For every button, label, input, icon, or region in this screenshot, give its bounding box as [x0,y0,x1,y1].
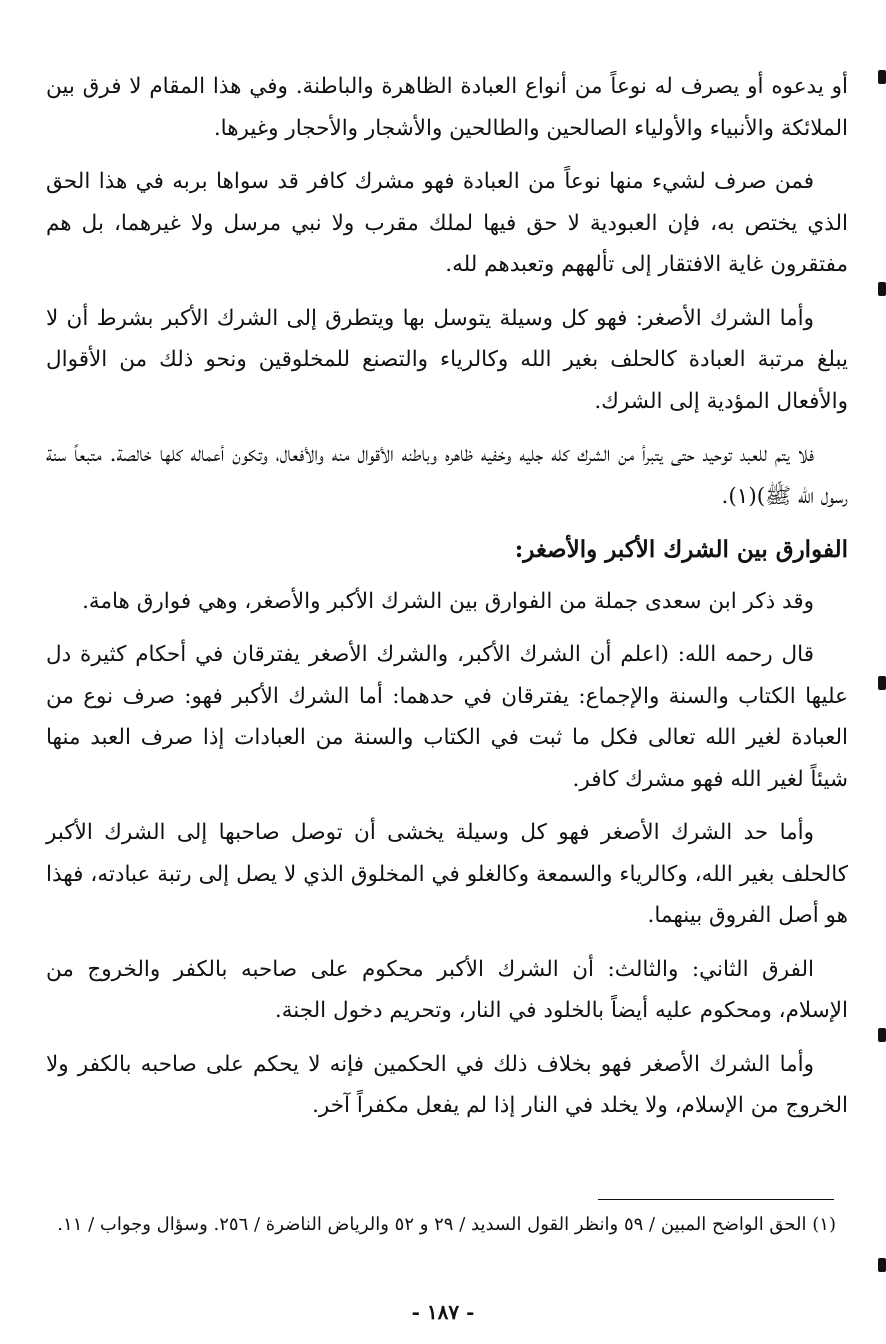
scan-edge-mark [878,1028,886,1042]
main-text [46,66,848,1139]
scan-edge-mark [878,1258,886,1272]
page-number: - ١٨٧ - [411,1300,475,1324]
scan-edge-mark [878,282,886,296]
footnote: (١) الحق الواضح المبين / ٥٩ وانظر القول السديد / ٢٩ و ٥٢ والرياض الناضرة / ٢٥٦. وسؤال وجواب / ١١. [57,1214,836,1235]
paragraph-1: أو يدعوه أو يصرف له نوعاً من أنواع العبادة الظاهرة والباطنة. وفي هذا المقام لا فرق بين الملائكة والأنبياء والأولياء الصالحين والطالحين والأشجار والأحجار وغيرها. [46,74,848,141]
scan-edge-mark [878,70,886,84]
paragraph-6: قال رحمه الله: (اعلم أن الشرك الأكبر، والشرك الأصغر يفترقان في أحكام كثيرة دل عليها الكتاب والسنة والإجماع: يفترقان في حدهما: أما الشرك الأكبر فهو: صرف نوع من العبادة لغير الله تعالى فكل ما ثبت في الكتاب والسنة من العبادات إذا صرف العبد منها شيئاً لغير الله فهو مشرك كافر. [46,642,848,792]
scan-edge-mark [878,676,886,690]
paragraph-3: وأما الشرك الأصغر: فهو كل وسيلة يتوسل بها ويتطرق إلى الشرك الأكبر بشرط أن لا يبلغ مرتبة العبادة كالحلف بغير الله وكالرياء والتصنع للمخلوقين ونحو ذلك من الأقوال والأفعال المؤدية إلى الشرك. [46,305,848,414]
paragraph-8: الفرق الثاني: والثالث: أن الشرك الأكبر محكوم على صاحبه بالكفر والخروج من الإسلام، ومحكوم عليه أيضاً بالخلود في النار، وتحريم دخول الجنة. [46,956,848,1023]
paragraph-4: فلا يتم للعبد توحيد حتى يتبرأ من الشرك كله جليه وخفيه ظاهره وباطنه الأقوال منه والأفعال، وتكون أعماله كلها خالصة. متبعاً سنة رسول الله ﷺ)(١). [46,442,848,509]
paragraph-5: وقد ذكر ابن سعدى جملة من الفوارق بين الشرك الأكبر والأصغر، وهي فوارق هامة. [82,588,814,614]
footnote-separator [598,1199,834,1200]
section-heading: الفوارق بين الشرك الأكبر والأصغر: [514,536,848,563]
paragraph-2: فمن صرف لشيء منها نوعاً من العبادة فهو مشرك كافر قد سواها بربه في هذا الحق الذي يختص به، فإن العبودية لا حق فيها لملك مقرب ولا نبي مرسل ولا غيرهما، بل هم مفتقرون غاية الافتقار إلى تألههم وتعبدهم لله. [46,169,848,277]
paragraph-9: وأما الشرك الأصغر فهو بخلاف ذلك في الحكمين فإنه لا يحكم على صاحبه بالكفر ولا الخروج من الإسلام، ولا يخلد في النار إذا لم يفعل مكفراً آخر. [46,1051,848,1118]
paragraph-7: وأما حد الشرك الأصغر فهو كل وسيلة يخشى أن توصل صاحبها إلى الشرك الأكبر كالحلف بغير الله، وكالرياء والسمعة وكالغلو في المخلوق الذي لا يصل إلى رتبة عبادته، فهذا هو أصل الفروق بينهما. [46,820,848,928]
